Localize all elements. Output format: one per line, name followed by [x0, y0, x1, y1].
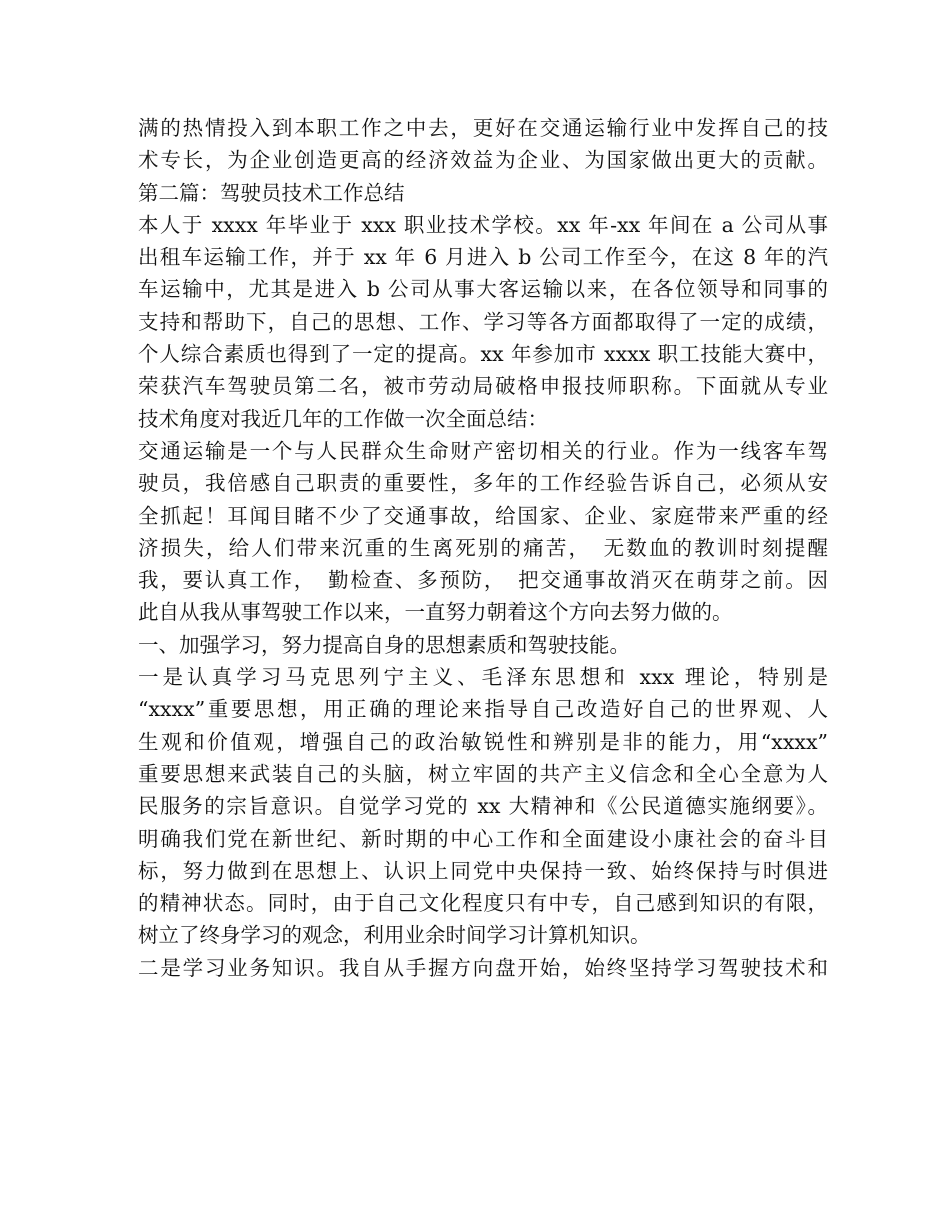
text-line: 我，要认真工作， 勤检查、多预防， 把交通事故消灭在萌芽之前。因 [138, 568, 828, 593]
text-line: 车运输中，尤其是进入 b 公司从事大客运输以来，在各位领导和同事的 [138, 277, 828, 302]
text-line: 树立了终身学习的观念，利用业余时间学习计算机知识。 [138, 923, 651, 948]
text-line: 出租车运输工作，并于 xx 年 6 月进入 b 公司工作至今，在这 8 年的汽 [138, 245, 828, 270]
section-heading: 第二篇：驾驶员技术工作总结 [138, 180, 405, 205]
section-heading: 一、加强学习，努力提高自身的思想素质和驾驶技能。 [138, 632, 630, 657]
text-line: 术专长，为企业创造更高的经济效益为企业、为国家做出更大的贡献。 [138, 148, 828, 173]
text-line: “xxxx”重要思想，用正确的理论来指导自己改造好自己的世界观、人 [138, 697, 828, 722]
text-line: 荣获汽车驾驶员第二名，被市劳动局破格申报技师职称。下面就从专业 [138, 374, 828, 399]
text-line: 的精神状态。同时，由于自己文化程度只有中专，自己感到知识的有限， [138, 891, 828, 916]
text-line: 满的热情投入到本职工作之中去，更好在交通运输行业中发挥自己的技 [138, 116, 828, 140]
text-line: 二是学习业务知识。我自从手握方向盘开始，始终坚持学习驾驶技术和 [138, 955, 828, 980]
text-line: 重要思想来武装自己的头脑，树立牢固的共产主义信念和全心全意为人 [138, 761, 828, 786]
text-line: 驶员，我倍感自己职责的重要性，多年的工作经验告诉自己，必须从安 [138, 471, 828, 496]
text-line: 民服务的宗旨意识。自觉学习党的 xx 大精神和《公民道德实施纲要》。 [138, 794, 828, 819]
text-line: 济损失，给人们带来沉重的生离死别的痛苦， 无数血的教训时刻提醒 [138, 535, 828, 560]
text-line: 一是认真学习马克思列宁主义、毛泽东思想和 xxx 理论，特别是 [138, 665, 828, 690]
text-line: 生观和价值观，增强自己的政治敏锐性和辨别是非的能力，用“xxxx” [138, 729, 828, 754]
body-text [138, 112, 828, 984]
text-line: 本人于 xxxx 年毕业于 xxx 职业技术学校。xx 年-xx 年间在 a 公司从事 [138, 212, 828, 237]
text-line: 标，努力做到在思想上、认识上同党中央保持一致、始终保持与时俱进 [138, 858, 828, 883]
text-line: 明确我们党在新世纪、新时期的中心工作和全面建设小康社会的奋斗目 [138, 826, 828, 851]
text-line: 交通运输是一个与人民群众生命财产密切相关的行业。作为一线客车驾 [138, 438, 828, 463]
text-line: 个人综合素质也得到了一定的提高。xx 年参加市 xxxx 职工技能大赛中， [138, 342, 828, 367]
text-line: 此自从我从事驾驶工作以来，一直努力朝着这个方向去努力做的。 [138, 600, 733, 625]
text-line: 技术角度对我近几年的工作做一次全面总结： [138, 406, 548, 431]
text-line: 支持和帮助下，自己的思想、工作、学习等各方面都取得了一定的成绩， [138, 309, 828, 334]
text-line: 全抓起！耳闻目睹不少了交通事故，给国家、企业、家庭带来严重的经 [138, 503, 828, 528]
